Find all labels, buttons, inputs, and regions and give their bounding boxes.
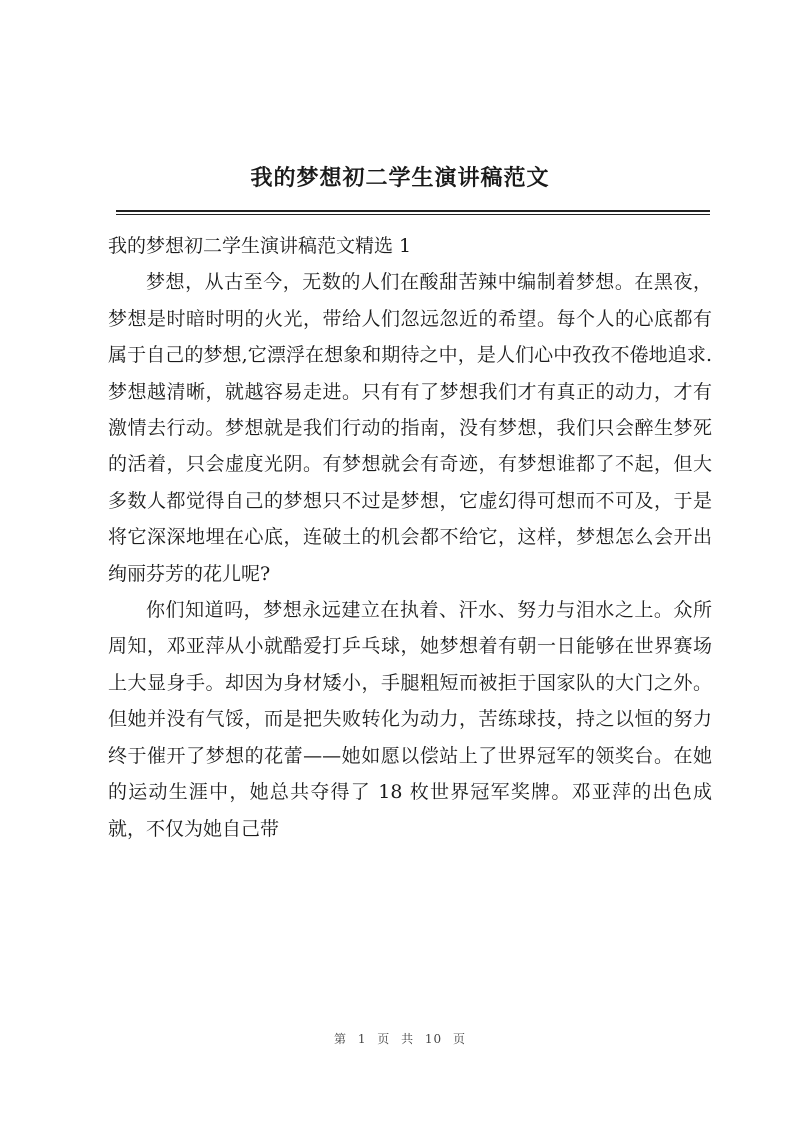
title-divider-thin	[116, 214, 710, 215]
title-divider	[116, 210, 710, 212]
page-title: 我的梦想初二学生演讲稿范文	[250, 165, 550, 191]
page-footer: 第 1 页 共 10 页	[334, 1032, 466, 1046]
document-body	[108, 228, 712, 847]
section-heading: 我的梦想初二学生演讲稿范文精选 1	[108, 235, 412, 257]
paragraph-1: 梦想，从古至今，无数的人们在酸甜苦辣中编制着梦想。在黑夜，梦想是时暗时明的火光，带给人们忽远忽近的希望。每个人的心底都有属于自己的梦想,它漂浮在想象和期待之中，是人们心中孜孜不倦地追求.梦想越清晰，就越容易走进。只有有了梦想我们才有真正的动力，才有激情去行动。梦想就是我们行动的指南，没有梦想，我们只会醉生梦死的活着，只会虚度光阴。有梦想就会有奇迹，有梦想谁都了不起，但大多数人都觉得自己的梦想只不过是梦想，它虚幻得可想而不可及，于是将它深深地埋在心底，连破土的机会都不给它，这样，梦想怎么会开出绚丽芬芳的花儿呢?	[108, 271, 712, 585]
paragraph-2: 你们知道吗，梦想永远建立在执着、汗水、努力与泪水之上。众所周知，邓亚萍从小就酷爱打乒乓球，她梦想着有朝一日能够在世界赛场上大显身手。却因为身材矮小，手腿粗短而被拒于国家队的大门之外。但她并没有气馁，而是把失败转化为动力，苦练球技，持之以恒的努力终于催开了梦想的花蕾——她如愿以偿站上了世界冠军的领奖台。在她的运动生涯中，她总共夺得了 18 枚世界冠军奖牌。邓亚萍的出色成就，不仅为她自己带	[108, 599, 712, 840]
